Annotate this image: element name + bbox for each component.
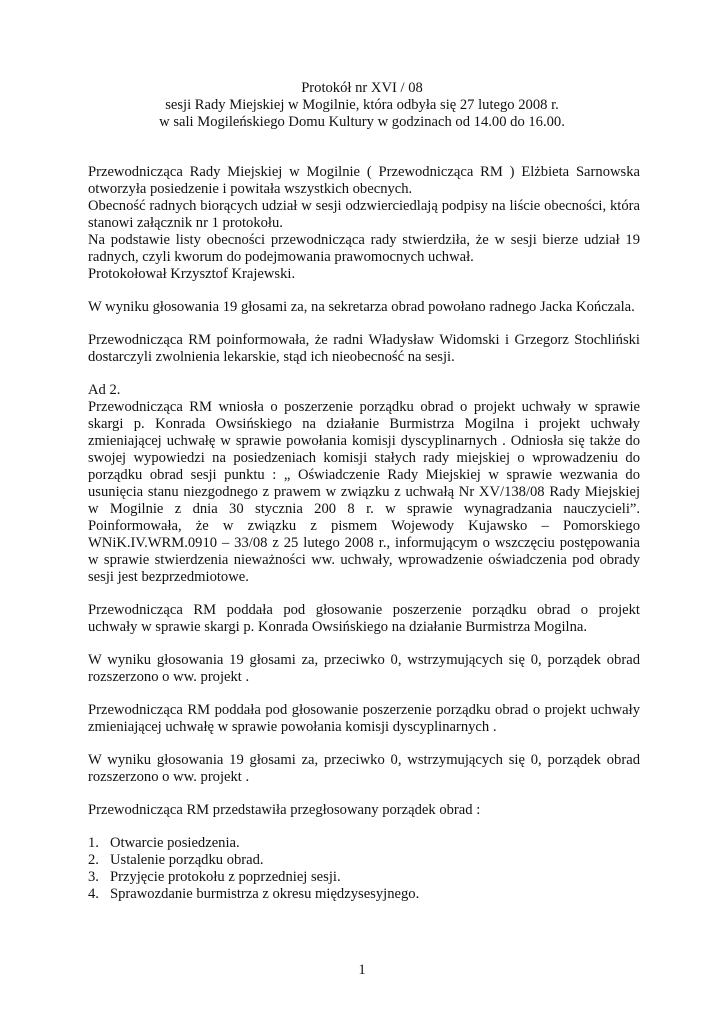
document-body xyxy=(88,164,640,903)
vote-result-paragraph-2 xyxy=(88,752,640,786)
document-header xyxy=(60,80,664,131)
agenda-item-number: 4. xyxy=(88,886,99,902)
opening-paragraph xyxy=(88,164,640,283)
text-line: radnych, czyli kworum do podejmowania prawomocnych uchwał. xyxy=(88,249,474,265)
text-line: Obecność radnych biorących udział w sesji odzwierciedlają podpisy na liście obecności, która xyxy=(88,198,640,214)
agenda-item-number: 3. xyxy=(88,869,99,885)
text-line: sesji jest bezprzedmiotowe. xyxy=(88,569,249,585)
text-line: w Mogilnie z dnia 30 stycznia 200 8 r. w sprawie wynagradzania nauczycieli”. xyxy=(88,501,640,517)
ad2-section xyxy=(88,382,640,586)
session-venue: w sali Mogileńskiego Domu Kultury w godzinach od 14.00 do 16.00. xyxy=(159,114,565,130)
text-line: Poinformowała, że w związku z pismem Wojewody Kujawsko – Pomorskiego xyxy=(88,518,640,534)
text-line: W wyniku głosowania 19 głosami za, przeciwko 0, wstrzymujących się 0, porządek obrad xyxy=(88,652,640,668)
text-line: w sprawie stwierdzenia nieważności ww. uchwały, wprowadzenie oświadczenia pod obrady xyxy=(88,552,640,568)
agenda-item xyxy=(88,835,640,852)
text-line: rozszerzono o ww. projekt . xyxy=(88,769,250,785)
agenda-item-text: Przyjęcie protokołu z poprzedniej sesji. xyxy=(110,869,341,885)
text-line: Przewodnicząca Rady Miejskiej w Mogilnie ( Przewodnicząca RM ) Elżbieta Sarnowska xyxy=(88,164,640,180)
agenda-item-text: Sprawozdanie burmistrza z okresu międzysesyjnego. xyxy=(110,886,420,902)
agenda-item-text: Ustalenie porządku obrad. xyxy=(110,852,264,868)
text-line: WNiK.IV.WRM.0910 – 33/08 z 25 lutego 2008 r., informującym o wszczęciu postępowania xyxy=(88,535,640,551)
vote-result-paragraph-1 xyxy=(88,652,640,686)
text-line: porządku obrad sesji punktu : „ Oświadczenie Rady Miejskiej w sprawie wezwania do xyxy=(88,467,640,483)
text-line: Przewodnicząca RM poddała pod głosowanie poszerzenie porządku obrad o projekt uchwały xyxy=(88,702,640,718)
agenda-item-number: 2. xyxy=(88,852,99,868)
text-line: skargi p. Konrada Owsińskiego na działanie Burmistrza Mogilna i projekt uchwały xyxy=(88,416,640,432)
text-line: zmieniającej uchwałę w sprawie powołania komisji dyscyplinarnych . xyxy=(88,719,497,735)
text-line: Przewodnicząca RM poinformowała, że radni Władysław Widomski i Grzegorz Stochliński xyxy=(88,332,640,348)
agenda-item-number: 1. xyxy=(88,835,99,851)
text-line: zmieniającej uchwałę w sprawie powołania komisji dyscyplinarnych . Odniosła się także do xyxy=(88,433,640,449)
text-line: uchwały w sprawie skargi p. Konrada Owsińskiego na działanie Burmistrza Mogilna. xyxy=(88,619,588,635)
text-line: rozszerzono o ww. projekt . xyxy=(88,669,250,685)
agenda-item xyxy=(88,886,640,903)
vote-request-paragraph-2 xyxy=(88,702,640,736)
agenda-item-text: Otwarcie posiedzenia. xyxy=(110,835,240,851)
text-line: Przewodnicząca RM poddała pod głosowanie poszerzenie porządku obrad o projekt xyxy=(88,602,640,618)
absence-paragraph xyxy=(88,332,640,366)
section-heading: Ad 2. xyxy=(88,382,121,398)
text-line: Protokołował Krzysztof Krajewski. xyxy=(88,266,296,282)
session-info: sesji Rady Miejskiej w Mogilnie, która odbyła się 27 lutego 2008 r. xyxy=(165,97,559,113)
vote-request-paragraph-1 xyxy=(88,602,640,636)
text-line: stanowi załącznik nr 1 protokołu. xyxy=(88,215,283,231)
agenda-item xyxy=(88,852,640,869)
agenda-list xyxy=(88,835,640,903)
agenda-intro: Przewodnicząca RM przedstawiła przegłosowany porządek obrad : xyxy=(88,802,481,818)
text-line: otworzyła posiedzenie i powitała wszystkich obecnych. xyxy=(88,181,413,197)
page-number: 1 xyxy=(358,962,366,978)
text-line: dostarczyli zwolnienia lekarskie, stąd ich nieobecność na sesji. xyxy=(88,349,455,365)
text-line: Na podstawie listy obecności przewodnicząca rady stwierdziła, że w sesji bierze udział 19 xyxy=(88,232,640,248)
text-line: swojej wypowiedzi na posiedzeniach komisji stałych rady miejskiej o wprowadzeniu do xyxy=(88,450,640,466)
text-line: usunięcia stanu niezgodnego z prawem w związku z uchwałą Nr XV/138/08 Rady Miejskiej xyxy=(88,484,640,500)
document-title: Protokół nr XVI / 08 xyxy=(301,80,423,96)
text-line: Przewodnicząca RM wniosła o poszerzenie porządku obrad o projekt uchwały w sprawie xyxy=(88,399,640,415)
agenda-item xyxy=(88,869,640,886)
secretary-paragraph: W wyniku głosowania 19 głosami za, na sekretarza obrad powołano radnego Jacka Kończala. xyxy=(88,299,635,315)
text-line: W wyniku głosowania 19 głosami za, przeciwko 0, wstrzymujących się 0, porządek obrad xyxy=(88,752,640,768)
